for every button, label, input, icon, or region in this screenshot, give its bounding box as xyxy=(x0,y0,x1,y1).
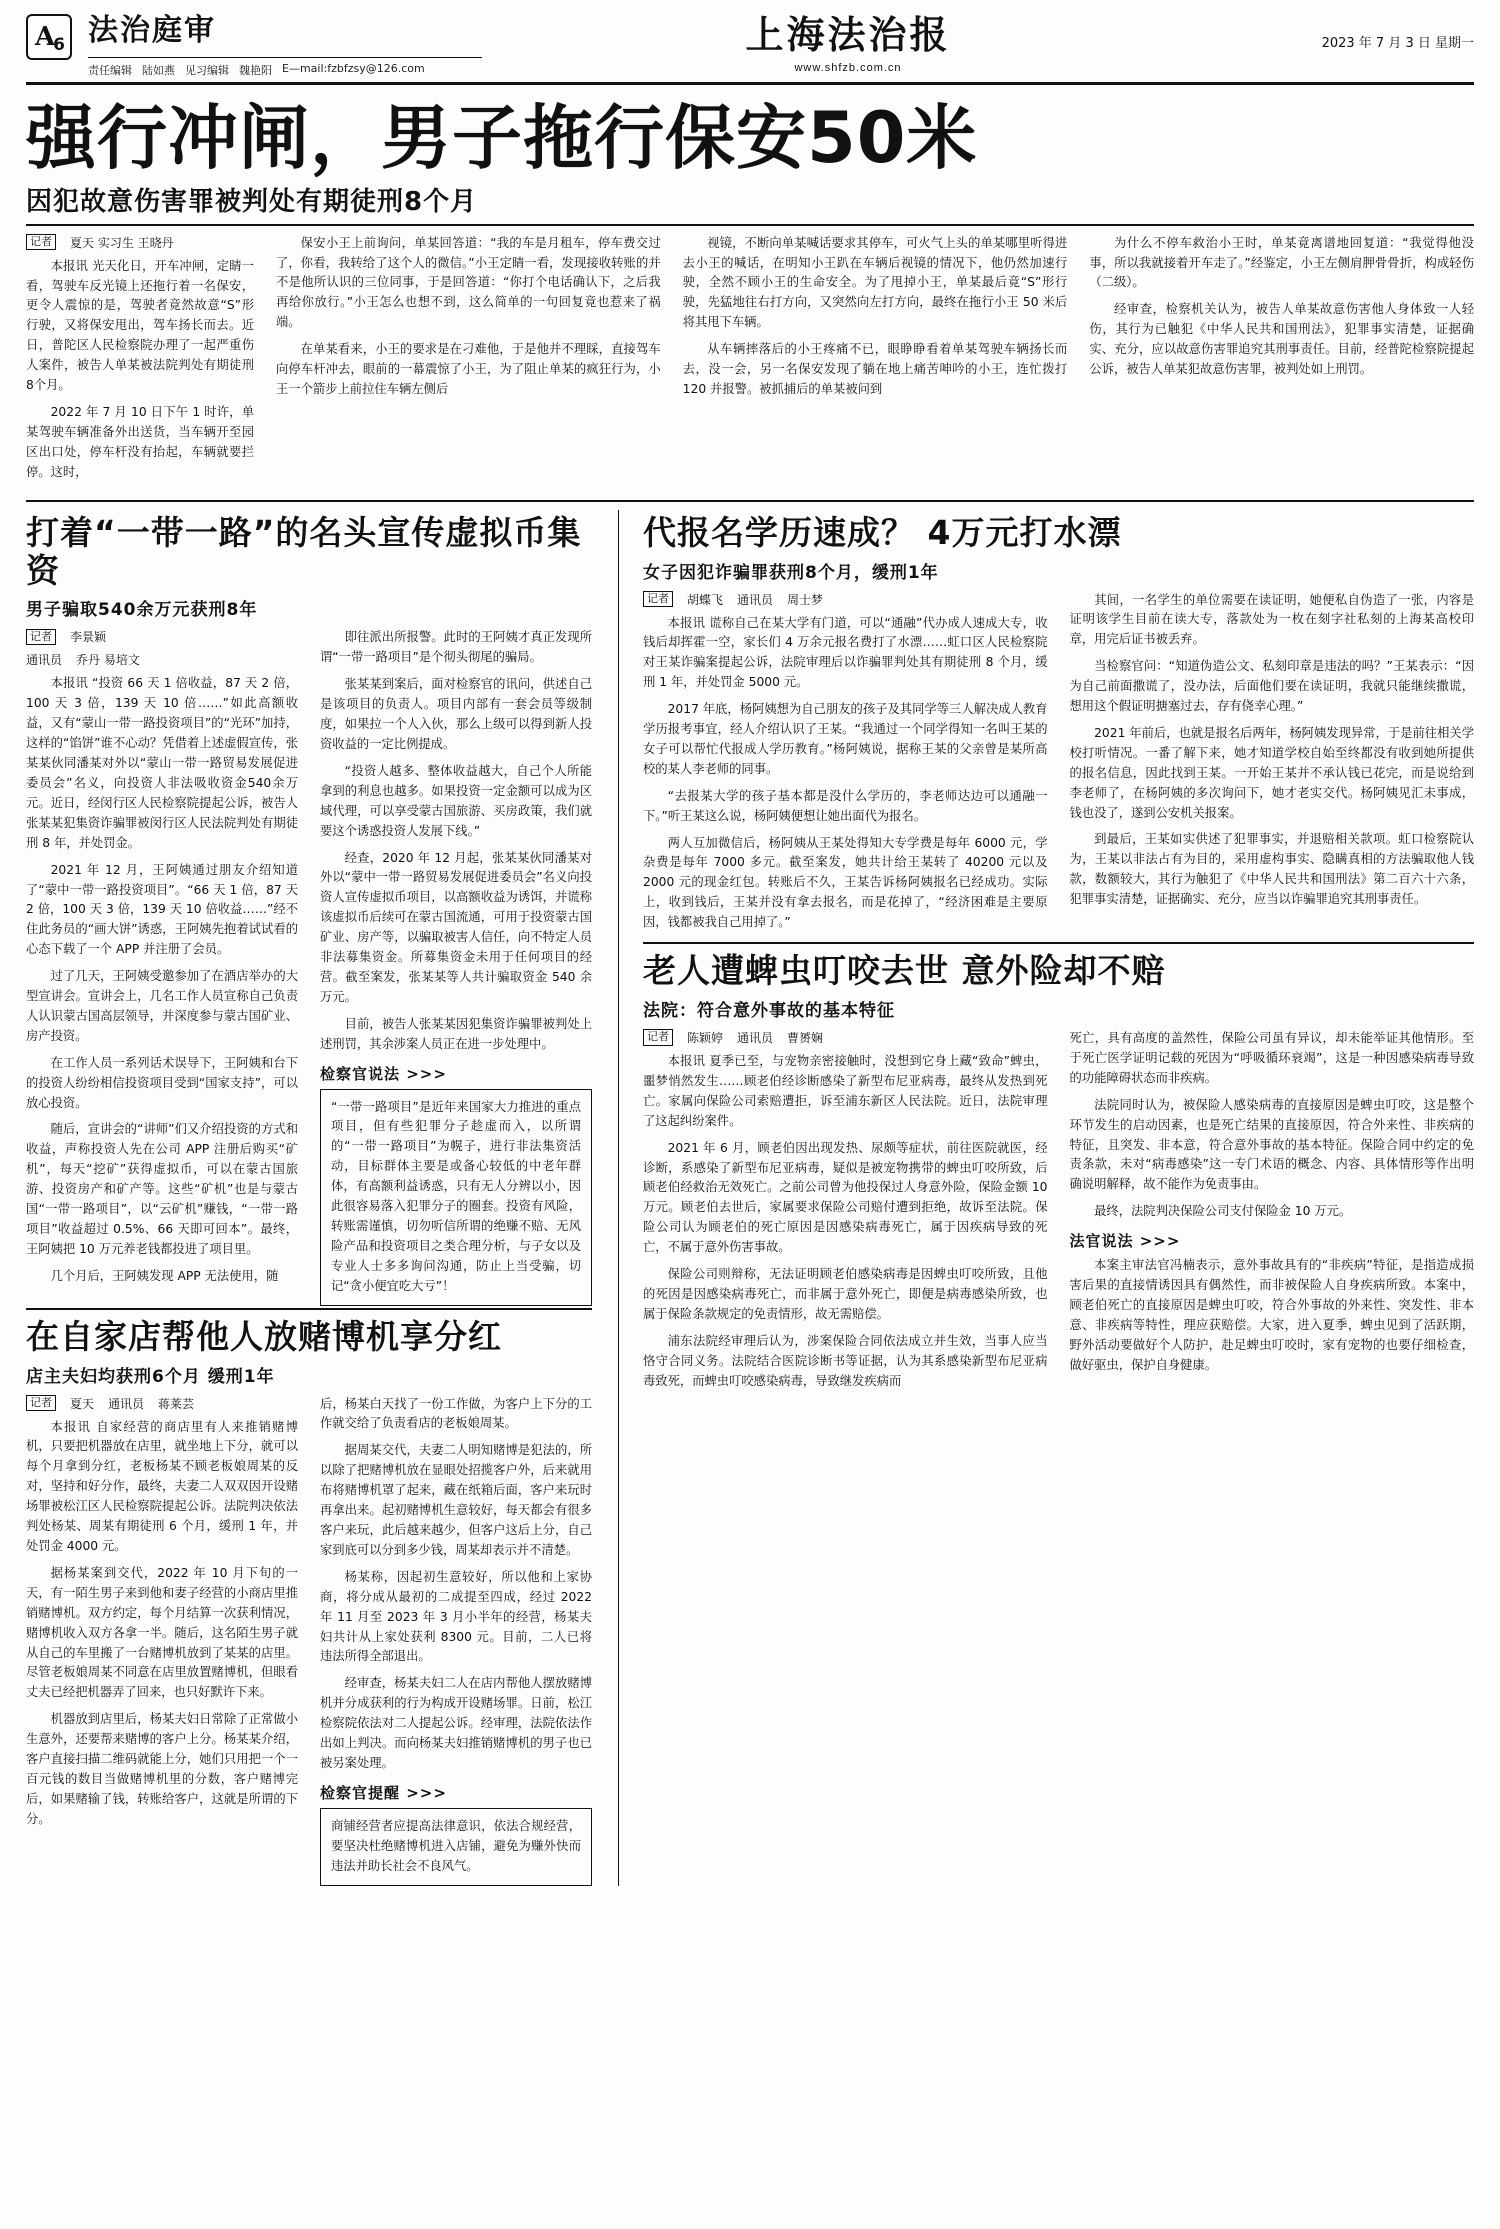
story-gambling-machine xyxy=(26,1318,592,1886)
lead-subheadline: 因犯故意伤害罪被判处有期徒刑8个月 xyxy=(26,186,478,217)
story3-para-3: 机器放到店里后，杨某夫妇日常除了正常做小生意外，还要帮来赌博的客户上分。杨某某介绍，客户直接扫描二维码就能上分，她们只用把一个一百元钱的数目当做赌博机里的分数，客户赌博完后，如果赌输了钱，转账给客户，这就是所谓的下分。 xyxy=(26,1712,298,1826)
story5-para-2: 2021 年 6 月，顾老伯因出现发热、尿颇等症状，前往医院就医，经诊断，系感染了新型布尼亚病毒，疑似是被宠物携带的蜱虫叮咬所致，后顾老伯经救治无效死亡。之前公司曾为他投保过人身意外险，保险金额 10 万元。顾老伯去世后，家属要求保险公司赔付遭到拒绝，故诉至法院。保险公司认为顾老伯的死亡原因是因感染病毒死亡，属于因疾病导致的死亡，不属于意外伤害事故。 xyxy=(643,1140,1048,1255)
story5-note: 本案主审法官冯楠表示，意外事故具有的“非疾病”特征，是指造成损害后果的直接情诱因具有偶然性，而非被保险人自身疾病所致。本案中，顾老伯死亡的直接原因是蜱虫叮咬，符合外事故的外来性、突发性、非本意、非疾病等特性，理应获赔偿。大家，进入夏季，蜱虫见到了活跃期，野外活动要做好个人防护，赴足蜱虫叮咬时，家有宠物的也要仔细检查，做好驱虫，保护自身健康。 xyxy=(1069,1258,1474,1372)
story5-para-6: 法院同时认为，被保险人感染病毒的直接原因是蜱虫叮咬，这是整个环节发生的启动因素，也是死亡结果的直接原因，符合外来性、非疾病的特征，且突发、非本意，符合意外事故的基本特征。保险合同中约定的免责条款，未对“病毒感染”这一专门术语的概念、内容、具体情形等作出明确说明解释，故不能作为免责事由。 xyxy=(1069,1097,1474,1192)
story3-para-5: 据周某交代，夫妻二人明知赌博是犯法的，所以除了把赌博机放在显眼处招揽客户外，后来就用布将赌博机罩了起来，藏在纸箱后面，客户来玩时再拿出来。起初赌博机生意较好，每天都会有很多客户来玩，此后越来越少，但客户这后上分，自己家到底可以分到多少钱，周某却表示并不清楚。 xyxy=(320,1443,592,1557)
story2-para-3: 过了几天，王阿姨受邀参加了在酒店举办的大型宣讲会。宣讲会上，几名工作人员宣称自己负责人认识蒙古国高层领导，并深度参与蒙古国矿业、房产投资。 xyxy=(26,969,298,1043)
story3-headline: 在自家店帮他人放赌博机享分红 xyxy=(26,1316,502,1356)
story2-para-10: 经查，2020 年 12 月起，张某某伙同潘某对外以“蒙中一带一路贸易发展促进委员会”名义向投资人宣传虚拟币项目，以高额收益为诱饵，并谎称该虚拟币后续可在蒙古国流通，可用于投资蒙古国矿业、房产等，以骗取被害人信任，向不特定人员非法募集资金。所募集资金未用于任何项目的经营。截至案发，张某某等人共计骗取资金 540 余万元。 xyxy=(320,850,592,1004)
story2-byline xyxy=(26,628,298,645)
story5-para-5: 死亡，具有高度的盖然性，保险公司虽有异议，却未能举证其他情形。至于死亡医学证明记载的死因为“呼吸循环衰竭”，这是一种因感染病毒导致的功能障碍状态而非疾病。 xyxy=(1069,1031,1474,1085)
email-address: E—mail:fzbfzsy@126.com xyxy=(282,62,425,75)
right-divider-1 xyxy=(643,942,1474,944)
page-badge xyxy=(26,14,72,60)
story2-col-1 xyxy=(26,628,298,1305)
story2-para-2: 2021 年 12 月，王阿姨通过朋友介绍知道了“蒙中一带一路投资项目”。“66 天 1 倍，87 天 2 倍，100 天 3 倍，139 天 10 倍收益……”经不住此务员的“画大饼”诱惑，王阿姨先抱着试试看的心态下载了一个 APP 并注册了会员。 xyxy=(26,862,298,957)
story-tick-bite-insurance xyxy=(643,952,1474,1398)
lead-para-4: 在单某看来，小王的要求是在刁难他，于是他并不理睬，直接驾车向停车杆冲去，眼前的一幕震惊了小王，为了阻止单某的疯狂行为，小王一个箭步上前拉住车辆左侧后 xyxy=(276,342,661,396)
lead-col-3 xyxy=(683,234,1068,490)
story4-para-1: 本报讯 谎称自己在某大学有门道，可以“通融”代办成人速成大专，收钱后却挥霍一空，家长们 4 万余元报名费打了水漂……虹口区人民检察院对王某诈骗案提起公诉，法院审理后以诈骗罪判处其有期徒刑 8 个月，缓刑 1 年，并处罚金 5000 元。 xyxy=(643,615,1048,690)
byline2-label: 通讯员 xyxy=(108,1396,145,1411)
story3-para-2: 据杨某案到交代，2022 年 10 月下旬的一天，有一陌生男子来到他和妻子经营的小商店里推销赌博机。双方约定，每个月结算一次获利情况，赌博机收入双方各拿一半。随后，这名陌生男子就从自己的车里搬了一台赌博机放到了某某的店里。尽管老板娘周某不同意在店里放置赌博机，但眼看丈夫已经把机器弄了回来，也只好默许下来。 xyxy=(26,1565,298,1700)
intern-label: 见习编辑 xyxy=(185,64,229,77)
story4-col-2 xyxy=(1070,591,1475,941)
story5-para-7: 最终，法院判决保险公司支付保险金 10 万元。 xyxy=(1094,1204,1352,1219)
byline2-names: 周士梦 xyxy=(787,592,824,607)
lead-para-1: 本报讯 光天化日，开车冲闸，定睛一看，驾驶车反光镜上还拖行着一名保安，更令人震惊的是，驾驶者竟然故意“S”形行驶，又将保安甩出，驾车扬长而去。近日，普陀区人民检察院办理了一起严重伤人案件，被告人单某被法院判处有期徒刑8个月。 xyxy=(26,258,254,393)
lead-para-7: 为什么不停车救治小王时，单某竟离谱地回复道：“我觉得他没事，所以我就接着开车走了。”经鉴定，小王左侧肩胛骨骨折，构成轻伤（二级）。 xyxy=(1089,235,1475,290)
story2-para-6: 几个月后，王阿姨发现 APP 无法使用，随 xyxy=(50,1268,279,1283)
left-panel xyxy=(26,510,592,1886)
page-badge-wrap xyxy=(26,14,82,60)
editor-name: 陆如燕 xyxy=(142,64,175,77)
editor-label: 责任编辑 xyxy=(88,64,132,77)
byline-tag: 记者 xyxy=(26,629,56,645)
byline2-label: 通讯员 xyxy=(737,1031,774,1046)
story4-byline xyxy=(643,591,1048,608)
lead-para-8: 经审查，检察机关认为，被告人单某故意伤害他人身体致一人轻伤，其行为已触犯《中华人民共和国刑法》，犯罪事实清楚，证据确实、充分，应以故意伤害罪追究其刑事责任。目前，经普陀检察院提起公诉，被告人单某犯故意伤害罪，被判处如上刑罚。 xyxy=(1089,302,1475,377)
story3-para-1: 本报讯 自家经营的商店里有人来推销赌博机，只要把机器放在店里，就坐地上下分，就可以每个月拿到分红，老板杨某不顾老板娘周某的反对，坚持和好分作，最终，夫妻二人双双因开设赌场罪被松江区人民检察院提起公诉。法院判决依法判处杨某、周某有期徒刑 6 个月，缓刑 1 年，并处罚金 4000 元。 xyxy=(26,1419,298,1553)
story5-columns xyxy=(643,1029,1474,1399)
story-diploma-fraud xyxy=(643,514,1474,941)
story2-para-8: 张某某到案后，面对检察官的讯问，供述自己是该项目的负责人。项目内部有一套会员等级制度，如果拉一个人入伙，那么上级可以得到新人投资收益的一定比例提成。 xyxy=(320,677,592,751)
story4-para-8: 到最后，王某如实供述了犯罪事实，并退赔相关款项。虹口检察院认为，王某以非法占有为目的，采用虚构事实、隐瞒真相的方法骗取他人钱款，数额较大，其行为触犯了《中华人民共和国刑法》第二百六十六条，犯罪事实清楚，证据确实、充分，应当以诈骗罪追究其刑事责任。 xyxy=(1069,832,1474,907)
story4-para-3: “去报某大学的孩子基本都是没什么学历的，李老师达边可以通融一下。”听王某这么说，杨阿姨便想让她出面代为报名。 xyxy=(643,788,1048,823)
byline-tag: 记者 xyxy=(26,234,56,250)
story2-columns xyxy=(26,628,592,1305)
story2-note-title: 检察官说法 >>> xyxy=(320,1064,447,1083)
lead-divider xyxy=(26,224,1474,226)
lead-body xyxy=(26,234,1474,490)
story4-para-2: 2017 年底，杨阿姨想为自己朋友的孩子及其同学等三人解决成人教育学历报考事宜，经人介绍认识了王某。“我通过一个同学得知一名叫王某的女子可以帮忙代报成人学历教育。”杨阿姨说，据称王某的父亲曾是某所高校的某人李老师的同事。 xyxy=(643,702,1048,776)
left-divider-1 xyxy=(26,1308,592,1310)
story4-col-1 xyxy=(643,591,1048,941)
story2-para-5: 随后，宣讲会的“讲师”们又介绍投资的方式和收益，声称投资人先在公司 APP 注册后购买“矿机”，每天“挖矿”获得虚拟币，可以在蒙古国旅游、投资房产和矿产等。这些“矿机”也是与蒙古国“一带一路项目”，以“云矿机”赚钱，“一带一路项目”收益超过 0.5%、66 天即可回本”。最终，王阿姨把 10 万元养老钱都投进了项目里。 xyxy=(26,1122,298,1256)
lead-para-2: 2022 年 7 月 10 日下午 1 时许，单某驾驶车辆准备外出送货，当车辆开至园区出口处，停车杆没有抬起，车辆就要拦停。这时， xyxy=(26,404,254,479)
editor-line xyxy=(88,57,482,78)
story3-col-1 xyxy=(26,1395,298,1886)
lead-para-6: 从车辆摔落后的小王疼痛不已，眼睁睁看着单某驾驶车辆扬长而去，没一会，另一名保安发现了躺在地上痛苦呻吟的小王，连忙拨打 120 并报警。被抓捕后的单某被问到 xyxy=(682,342,1068,396)
byline-names: 胡蝶飞 xyxy=(687,592,724,607)
story5-para-1: 本报讯 夏季已至，与宠物亲密接触时，没想到它身上藏“致命”蜱虫，噩梦悄然发生……顾老伯经诊断感染了新型布尼亚病毒，最终从发热到死亡。家属向保险公司索赔遭拒，诉至浦东新区人民法院。近日，法院审理了这起纠纷案件。 xyxy=(643,1054,1048,1128)
story2-para-9: “投资人越多、整体收益越大，自己个人所能拿到的利息也越多。如果投资一定金额可以成为区域代理，可以享受蒙古国旅游、买房政策，我们就要这个诱惑投资人发展下线。” xyxy=(320,763,592,838)
story4-para-5: 其间，一名学生的单位需要在读证明，她便私自伪造了一张，内容是证明该学生目前在读大专，落款处为一枚在刻字社私刻的上海某高校印章，用完后证书被丢弃。 xyxy=(1069,592,1474,647)
byline2-names: 乔丹 易培文 xyxy=(76,653,140,668)
paper-url[interactable]: www.shfzb.com.cn xyxy=(794,62,902,74)
story3-note-box: 商铺经营者应提高法律意识，依法合规经营，要坚决杜绝赌博机进入店铺，避免为赚外快而违法并助长社会不良风气。 xyxy=(320,1808,592,1886)
byline-names: 陈颖婷 xyxy=(687,1031,724,1046)
byline2-names: 蒋莱芸 xyxy=(158,1396,195,1411)
story2-note-box: “一带一路项目”是近年来国家大力推进的重点项目，但有些犯罪分子趁虚而入，以所谓的“一带一路项目”为幌子，进行非法集资活动，目标群体主要是或备心较低的中老年群体，有高额利益诱惑，只有无人分辨以小，因此很容易落入犯罪分子的圈套。投资有风险，转账需谨慎，切勿听信所谓的绝赚不赔、无风险产品和投资项目之类合理分析，与子女以及专业人士多多询问沟通，防止上当受骗，切记“贪小便宜吃大亏”！ xyxy=(320,1089,592,1306)
story3-para-4: 后，杨某白天找了一份工作做，为客户上下分的工作就交给了负责看店的老板娘周某。 xyxy=(320,1396,592,1431)
story4-para-6: 当检察官问：“知道伪造公文、私刻印章是违法的吗？”王某表示：“因为自己前面撒谎了，没办法，后面他们要在读证明，我就只能继续撒谎，想用这个假证明搪塞过去，存有侥幸心理。” xyxy=(1069,659,1474,714)
story5-subheadline: 法院：符合意外事故的基本特征 xyxy=(643,1001,895,1022)
main-area xyxy=(26,510,1474,1886)
lead-para-5: 视镜，不断向单某喊话要求其停车，可火气上头的单某哪里听得进去小王的喊话，在明知小王趴在车辆后视镜的情况下，他仍然加速行驶，全然不顾小王的生命安全。为了甩掉小王，单某最后竟“S”形行驶，先猛地往右打方向，又突然向左打方向，最终在拖行小王 50 米后将其甩下车辆。 xyxy=(682,235,1068,330)
issue-date: 2023 年 7 月 3 日 星期一 xyxy=(1321,36,1474,51)
story2-para-4: 在工作人员一系列话术误导下，王阿姨和台下的投资人纷纷相信投资项目受到“国家支持”，可以放心投资。 xyxy=(26,1055,298,1110)
lead-para-3: 保安小王上前询问，单某回答道：“我的车是月租车，停车费交过了，你看，我转给了这个人的微信。”小王定睛一看，发现接收转账的并不是他所认识的三位同事，于是回答道：“你打个电话确认下，之后我再给你放行。”小王怎么也想不到，这么简单的一句回复竟也惹来了祸端。 xyxy=(276,235,661,330)
byline-names: 夏天 实习生 王晓丹 xyxy=(70,235,174,250)
byline-names: 夏天 xyxy=(70,1396,95,1411)
story5-para-4: 浦东法院经审理后认为，涉案保险合同依法成立并生效，当事人应当恪守合同义务。法院结合医院诊断书等证据，认为其系感染新型布尼亚病毒致死，而蜱虫叮咬感染病毒，导致继发疾病而 xyxy=(643,1333,1048,1388)
story3-byline xyxy=(26,1395,298,1412)
page-badge-letter: A xyxy=(34,22,54,52)
lead-col-2 xyxy=(276,234,661,490)
story2-para-7: 即往派出所报警。此时的王阿姨才真正发现所谓“一带一路项目”是个彻头彻尾的骗局。 xyxy=(320,630,592,665)
section-divider-main xyxy=(26,500,1474,502)
byline-names: 李景颖 xyxy=(70,630,107,645)
story3-note-title: 检察官提醒 >>> xyxy=(320,1783,447,1802)
lead-col-4 xyxy=(1089,234,1474,490)
story3-subheadline: 店主夫妇均获刑6个月 缓刑1年 xyxy=(26,1366,275,1387)
intern-name: 魏艳阳 xyxy=(239,64,272,77)
paper-title-block xyxy=(482,14,1214,74)
section-block xyxy=(82,14,482,78)
right-panel xyxy=(618,510,1474,1886)
byline2-names: 曹赟娴 xyxy=(787,1031,824,1046)
story2-col-2 xyxy=(320,628,592,1305)
lead-byline xyxy=(26,234,254,251)
byline-tag: 记者 xyxy=(643,1029,673,1045)
paper-name: 上海法治报 xyxy=(745,12,951,57)
story4-headline: 代报名学历速成？ 4万元打水漂 xyxy=(643,512,1122,552)
byline2-label: 通讯员 xyxy=(26,653,63,668)
story2-headline: 打着“一带一路”的名头宣传虚拟币集资 xyxy=(26,512,582,590)
story-belt-road xyxy=(26,514,592,1306)
story3-col-2 xyxy=(320,1395,592,1886)
story4-subheadline: 女子因犯诈骗罪获刑8个月，缓刑1年 xyxy=(643,562,939,583)
byline-tag: 记者 xyxy=(643,591,673,607)
story2-para-11: 目前，被告人张某某因犯集资诈骗罪被判处上述刑罚，其余涉案人员正在进一步处理中。 xyxy=(320,1016,592,1051)
page-badge-number: 6 xyxy=(53,35,64,55)
story5-note-title: 法官说法 >>> xyxy=(1069,1232,1181,1251)
section-title: 法治庭审 xyxy=(88,13,216,48)
story5-para-3: 保险公司则辩称，无法证明顾老伯感染病毒是因蜱虫叮咬所致，且他的死因是因感染病毒死亡，而非属于意外死亡，即便是病毒感染所致，也属于保险条款规定的免责情形，故无需赔偿。 xyxy=(643,1267,1048,1321)
byline2-label: 通讯员 xyxy=(737,592,774,607)
story5-headline: 老人遭蜱虫叮咬去世 意外险却不赔 xyxy=(643,951,1166,991)
masthead xyxy=(26,14,1474,85)
story5-byline xyxy=(643,1029,1048,1046)
lead-col-1 xyxy=(26,234,254,490)
story5-col-1 xyxy=(643,1029,1048,1399)
lead-headline: 强行冲闸，男子拖行保安50米 xyxy=(26,97,978,179)
story4-para-7: 2021 年前后，也就是报名后两年，杨阿姨发现异常，于是前往相关学校打听情况。一番了解下来，她才知道学校自始至终都没有收到她所提供的报名信息，因此找到王某。一开始王某并不承认钱已花完，而是说给到李老师了，在杨阿姨的多次询问下，她才老实交代。杨阿姨见汇未事成，钱也没了，遂到公安机关报案。 xyxy=(1069,725,1474,820)
story3-columns xyxy=(26,1395,592,1886)
story3-para-6: 杨某称，因起初生意较好，所以他和上家协商，将分成从最初的二成提至四成，经过 2022 年 11 月至 2023 年 3 月小半年的经营，杨某夫妇共计从上家处获利 8300 元。目前，二人已将违法所得全部退出。 xyxy=(320,1569,592,1664)
story5-col-2 xyxy=(1070,1029,1475,1399)
story2-byline2 xyxy=(26,651,298,668)
byline-tag: 记者 xyxy=(26,1395,56,1411)
story3-para-7: 经审查，杨某夫妇二人在店内帮他人摆放赌博机并分成获利的行为构成开设赌场罪。日前，松江检察院依法对二人提起公诉。经审理，法院依法作出如上判决。而向杨某夫妇推销赌博机的男子也已被另案处理。 xyxy=(320,1676,592,1770)
story2-subheadline: 男子骗取540余万元获刑8年 xyxy=(26,600,258,621)
story4-para-4: 两人互加微信后，杨阿姨从王某处得知大专学费是每年 6000 元，学杂费是每年 7000 多元。截至案发，她共计给王某转了 40200 元以及 2000 元的现金红包。转账后不久，王某告诉杨阿姨报名已经成功。实际上，收到钱后，王某并没有拿去报名，而是花掉了，“经济困难是主要原因，钱都被我自己用掉了。” xyxy=(643,835,1048,930)
story4-columns xyxy=(643,591,1474,941)
story2-para-1: 本报讯 “投资 66 天 1 倍收益，87 天 2 倍，100 天 3 倍，139 天 10 倍……”如此高额收益，又有“蒙山一带一路投资项目”的“光环”加持，这样的“馅饼”谁不心动？凭借着上述虚假宣传，张某某伙同潘某对外以“蒙山一带一路贸易发展促进委员会”名义，向投资人非法吸收资金540余万元。近日，经闵行区人民检察院提起公诉，被告人张某某犯集资诈骗罪被闵行区人民法院判处有期徒刑 8 年，并处罚金。 xyxy=(26,676,298,850)
